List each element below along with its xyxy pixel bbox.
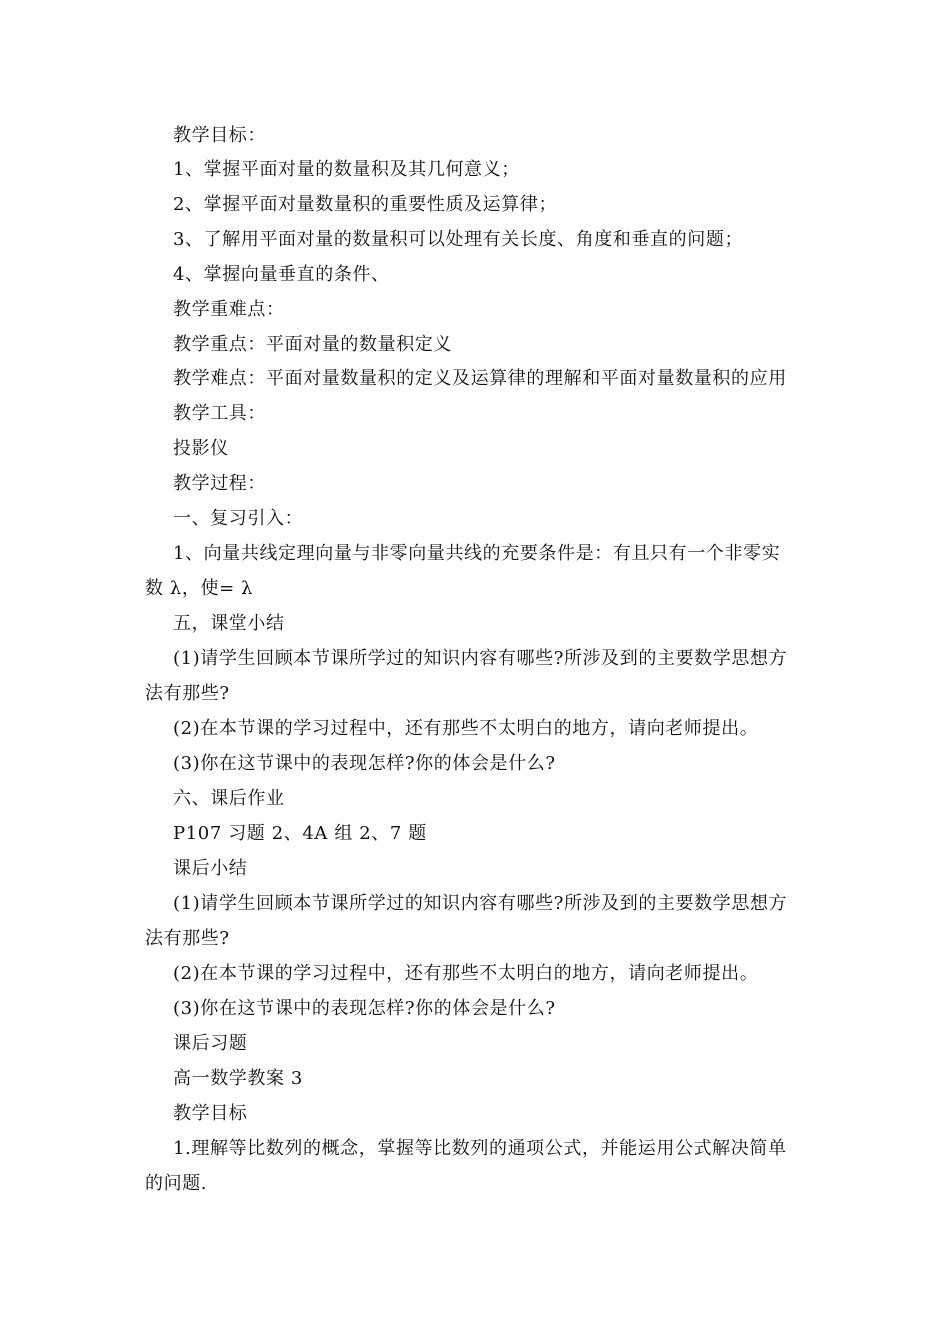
- after-summary-question-1: (1)请学生回顾本节课所学过的知识内容有哪些?所涉及到的主要数学思想方: [173, 893, 788, 914]
- summary-question-1-cont: 法有那些?: [145, 683, 230, 704]
- heading-after-class-summary: 课后小结: [173, 858, 248, 879]
- goal2-item-1: 1.理解等比数列的概念，掌握等比数列的通项公式，并能运用公式解决简单: [173, 1138, 787, 1159]
- difficult-point-text: 教学难点：平面对量数量积的定义及运算律的理解和平面对量数量积的应用: [173, 368, 787, 389]
- review-item-1: 1、向量共线定理向量与非零向量共线的充要条件是：有且只有一个非零实: [173, 543, 781, 564]
- heading-teaching-goals-2: 教学目标: [173, 1103, 248, 1124]
- summary-question-1: (1)请学生回顾本节课所学过的知识内容有哪些?所涉及到的主要数学思想方: [173, 648, 788, 669]
- goal-item-2: 2、掌握平面对量数量积的重要性质及运算律；: [173, 194, 558, 215]
- after-summary-question-3: (3)你在这节课中的表现怎样?你的体会是什么?: [173, 998, 556, 1019]
- after-summary-question-1-cont: 法有那些?: [145, 928, 230, 949]
- heading-after-class-exercises: 课后习题: [173, 1033, 248, 1054]
- heading-teaching-goals: 教学目标：: [173, 125, 266, 146]
- key-point-text: 教学重点：平面对量的数量积定义: [173, 334, 452, 355]
- heading-teaching-tools: 教学工具：: [173, 403, 266, 424]
- goal-item-1: 1、掌握平面对量的数量积及其几何意义；: [173, 159, 520, 180]
- tool-item: 投影仪: [173, 438, 229, 459]
- section-homework: 六、课后作业: [173, 788, 285, 809]
- heading-lesson-plan-3: 高一数学教案 3: [173, 1068, 303, 1089]
- heading-teaching-process: 教学过程：: [173, 473, 266, 494]
- summary-question-3: (3)你在这节课中的表现怎样?你的体会是什么?: [173, 753, 556, 774]
- summary-question-2: (2)在本节课的学习过程中，还有那些不太明白的地方，请向老师提出。: [173, 718, 759, 739]
- after-summary-question-2: (2)在本节课的学习过程中，还有那些不太明白的地方，请向老师提出。: [173, 963, 759, 984]
- goal-item-4: 4、掌握向量垂直的条件、: [173, 264, 390, 285]
- section-review-intro: 一、复习引入：: [173, 508, 304, 529]
- heading-key-difficult-points: 教学重难点：: [173, 299, 285, 320]
- section-class-summary: 五，课堂小结: [173, 613, 285, 634]
- review-item-1-cont: 数 λ，使= λ: [145, 578, 254, 599]
- goal-item-3: 3、了解用平面对量的数量积可以处理有关长度、角度和垂直的问题；: [173, 229, 744, 250]
- goal2-item-1-cont: 的问题.: [145, 1173, 208, 1194]
- homework-text: P107 习题 2、4A 组 2、7 题: [173, 823, 427, 844]
